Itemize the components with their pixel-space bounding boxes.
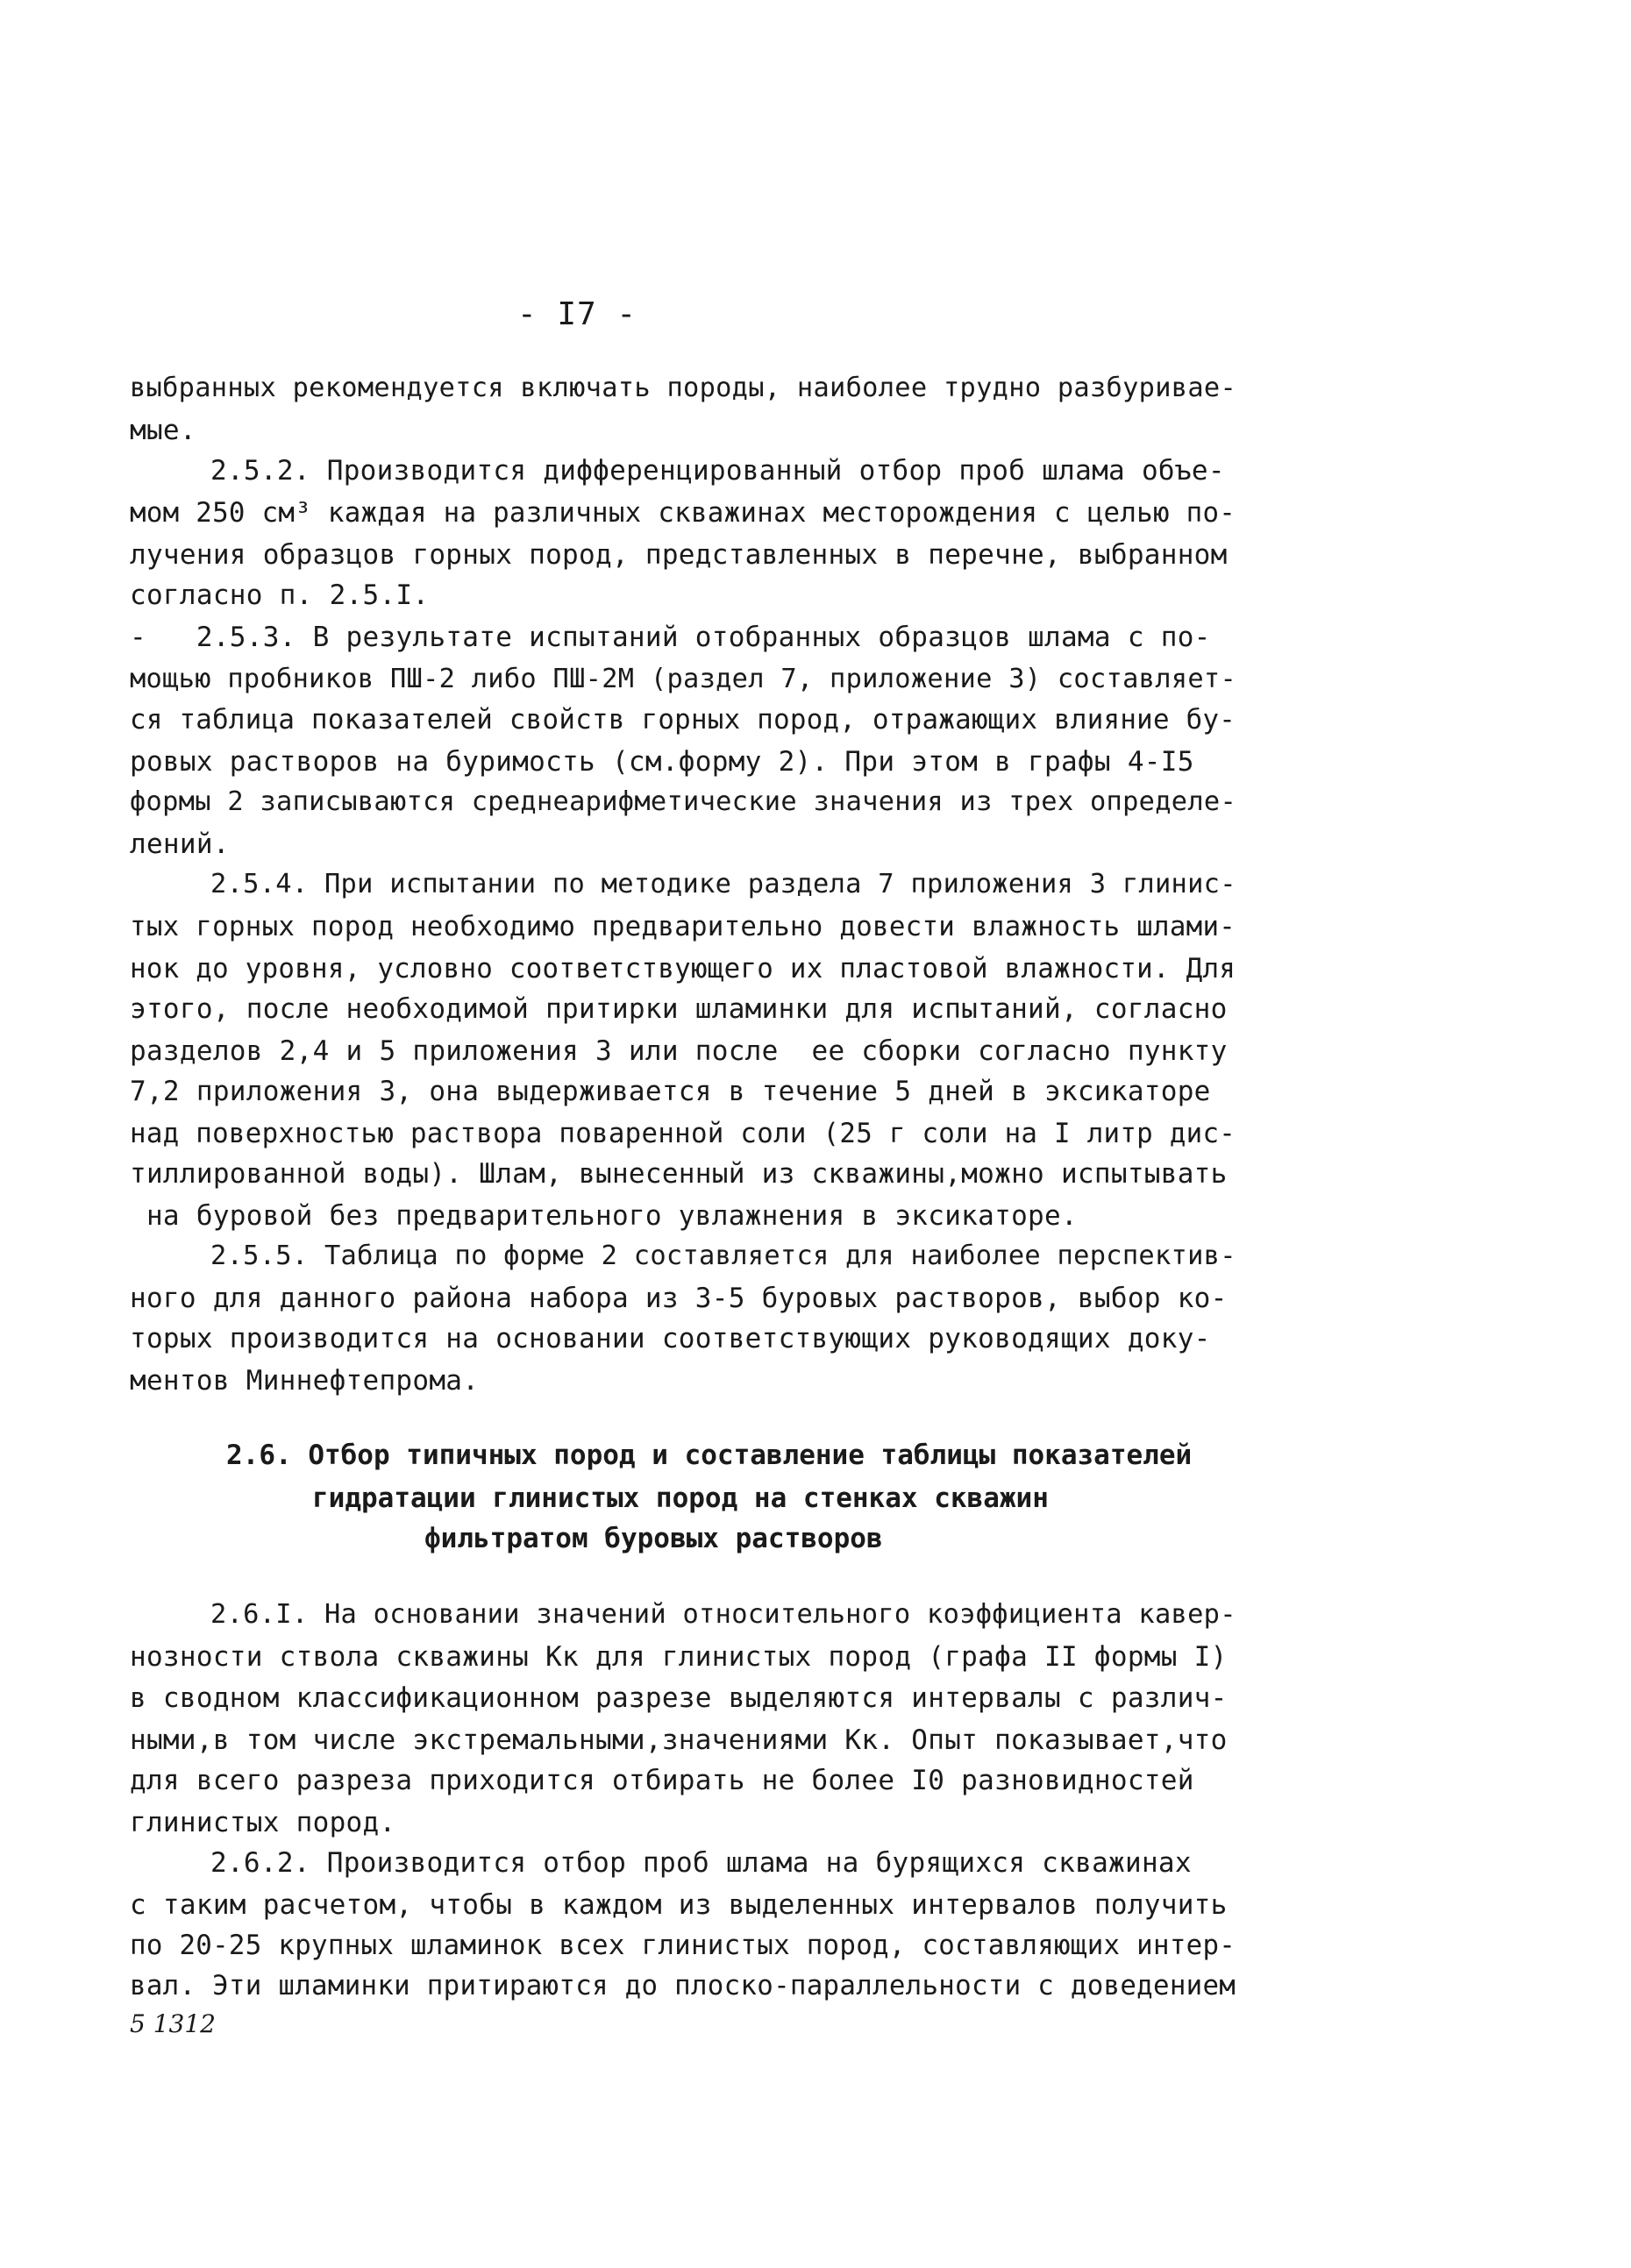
text-line: для всего разреза приходится отбирать не более I0 разновидностей [130, 1765, 1194, 1796]
text-line: тых горных пород необходимо предварительно довести влажность шлами- [130, 911, 1236, 942]
text-line: 2.5.4. При испытании по методике раздела 7 приложения 3 глинис- [210, 869, 1236, 899]
text-line: 2.5.5. Таблица по форме 2 составляется для наиболее перспектив- [210, 1241, 1236, 1271]
text-line: вал. Эти шламинки притираются до плоско-параллельности с доведением [130, 1970, 1236, 2001]
text-line: с таким расчетом, чтобы в каждом из выделенных интервалов получить [130, 1889, 1228, 1921]
text-line: выбранных рекомендуется включать породы, наиболее трудно разбуривае- [130, 373, 1237, 403]
text-line: нозности ствола скважины Kк для глинистых пород (графа II формы I) [130, 1641, 1228, 1673]
text-line: - 2.5.3. В результате испытаний отобранных образцов шлама с по- [130, 622, 1211, 653]
text-line: мые. [130, 415, 196, 446]
text-line: разделов 2,4 и 5 приложения 3 или после ее сборки согласно пункту [130, 1035, 1228, 1067]
text-line: формы 2 записываются среднеарифметические значения из трех определе- [130, 786, 1237, 817]
footer-mark: 5 1312 [130, 2009, 216, 2038]
text-line: по 20-25 крупных шламинок всех глинистых пород, составляющих интер- [130, 1930, 1236, 1961]
text-line: этого, после необходимой притирки шламинки для испытаний, согласно [130, 993, 1228, 1025]
text-line: мощью пробников ПШ-2 либо ПШ-2М (раздел 7, приложение 3) составляет- [130, 664, 1237, 694]
text-line: тиллированной воды). Шлам, вынесенный из скважины,можно испытывать [130, 1158, 1228, 1190]
text-line: 2.6.I. На основании значений относительного коэффициента кавер- [210, 1599, 1236, 1630]
text-line: ровых растворов на буримость (см.форму 2). При этом в графы 4-I5 [130, 746, 1194, 778]
text-line: нок до уровня, условно соответствующего их пластовой влажности. Для [130, 953, 1236, 985]
text-line: торых производится на основании соответствующих руководящих доку- [130, 1323, 1211, 1354]
text-line: на буровой без предварительного увлажнения в эксикаторе. [130, 1200, 1078, 1232]
page-number: - I7 - [517, 296, 637, 332]
text-line: ными,в том числе экстремальными,значениями Kк. Опыт показывает,что [130, 1724, 1228, 1756]
text-line: лучения образцов горных пород, представленных в перечне, выбранном [130, 539, 1228, 571]
text-line: мом 250 см³ каждая на различных скважинах месторождения с целью по- [130, 497, 1236, 529]
text-line: над поверхностью раствора поваренной соли (25 г соли на I литр дис- [130, 1118, 1236, 1149]
text-line: ментов Миннефтепрома. [130, 1365, 480, 1397]
text-line: 7,2 приложения 3, она выдерживается в течение 5 дней в эксикаторе [130, 1076, 1211, 1107]
text-line: глинистых пород. [130, 1807, 396, 1838]
text-line: в сводном классификационном разрезе выделяются интервалы с различ- [130, 1682, 1228, 1714]
section-heading-line: 2.6. Отбор типичных пород и составление таблицы показателей [226, 1440, 1193, 1471]
section-heading-line: фильтратом буровых растворов [424, 1523, 883, 1554]
section-heading-line: гидратации глинистых пород на стенках скважин [312, 1482, 1049, 1514]
text-line: 2.6.2. Производится отбор проб шлама на бурящихся скважинах [210, 1847, 1192, 1879]
text-line: 2.5.2. Производится дифференцированный отбор проб шлама объе- [210, 455, 1225, 487]
text-line: согласно п. 2.5.I. [130, 579, 430, 611]
text-line: лений. [130, 828, 230, 860]
text-line: ся таблица показателей свойств горных пород, отражающих влияние бу- [130, 704, 1236, 736]
text-line: ного для данного района набора из 3-5 буровых растворов, выбор ко- [130, 1283, 1228, 1314]
